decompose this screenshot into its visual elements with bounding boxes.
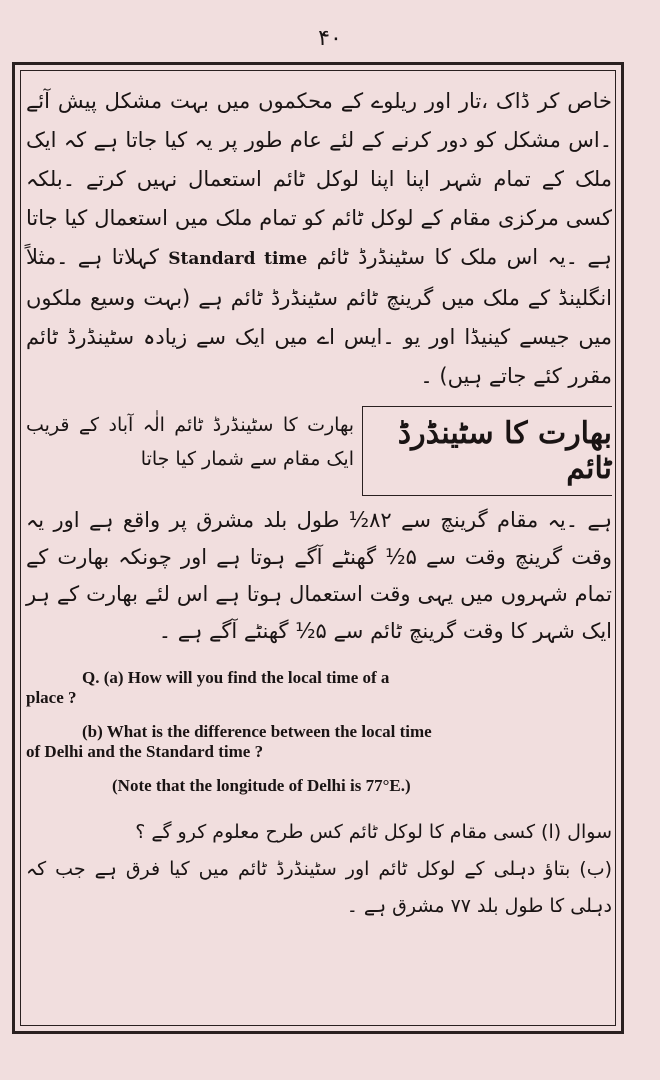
- page-number: ۴۰: [318, 26, 342, 51]
- heading-side-paragraph: بھارت کا سٹینڈرڈ ٹائم الٰہ آباد کے قریب ایک مقام سے شمار کیا جاتا: [26, 414, 354, 470]
- heading-side-text: [26, 406, 362, 496]
- question-a-line1: Q. (a) How will you find the local time of a: [82, 668, 390, 687]
- standard-time-term: Standard time: [168, 249, 308, 269]
- paragraph1-text: خاص کر ڈاک ،تار اور ریلوے کے محکموں میں بہت مشکل پیش آئے ۔اس مشکل کو دور کرنے کے لئے عام طور پر یہ کیا جاتا ہے کہ ایک ملک کے تمام شہر اپنا اپنا لوکل ٹائم استعمال نہیں کرتے ۔بلکہ کسی مرکزی مقام کے لوکل ٹائم کو تمام ملک میں استعمال کیا جاتا ہے ۔یہ اس ملک کا سٹینڈرڈ ٹائم: [26, 89, 612, 269]
- paragraph-india-standard-time: ہے ۔یہ مقام گرینچ سے ۸۲½ طول بلد مشرق پر واقع ہے اور یہ وقت گرینچ وقت سے ۵½ گھنٹے آگے ہوتا ہے اور چونکہ بھارت کے تمام شہروں میں یہی وقت استعمال ہوتا ہے اس لئے بھارت کے ہر ایک شہر کا وقت گرینچ ٹائم سے ۵½ گھنٹے آگے ہے ۔: [26, 508, 612, 643]
- section-heading-row: [26, 406, 612, 496]
- paragraph-local-time: [26, 82, 612, 402]
- section-heading: بھارت کا سٹینڈرڈ ٹائم: [397, 416, 612, 486]
- question-b-line1: (b) What is the difference between the local time: [82, 722, 432, 741]
- question-b-line2: of Delhi and the Standard time ?: [26, 742, 264, 761]
- section-heading-box: [362, 406, 612, 496]
- urdu-question-a: سوال (ا) کسی مقام کا لوکل ٹائم کس طرح معلوم کرو گے ؟: [135, 821, 612, 843]
- page-content: [26, 82, 612, 1022]
- longitude-note: (Note that the longitude of Delhi is 77°E.): [112, 776, 411, 795]
- paragraph-text: [26, 82, 612, 396]
- paragraph1b-text: کہلاتا ہے ۔مثلاً انگلینڈ کے ملک میں گرینچ ٹائم سٹینڈرڈ ٹائم ہے (بہت وسیع ملکوں میں جیسے کینیڈا اور یو ۔ایس اے میں ایک سے زیادہ سٹینڈرڈ ٹائم مقرر کئے جاتے ہیں) ۔: [26, 245, 612, 388]
- question-a-line2: place ?: [26, 688, 77, 707]
- urdu-question-b: (ب) بتاؤ دہلی کے لوکل ٹائم اور سٹینڈرڈ ٹائم میں کیا فرق ہے جب کہ دہلی کا طول بلد ۷۷ مشرق ہے ۔: [26, 858, 612, 917]
